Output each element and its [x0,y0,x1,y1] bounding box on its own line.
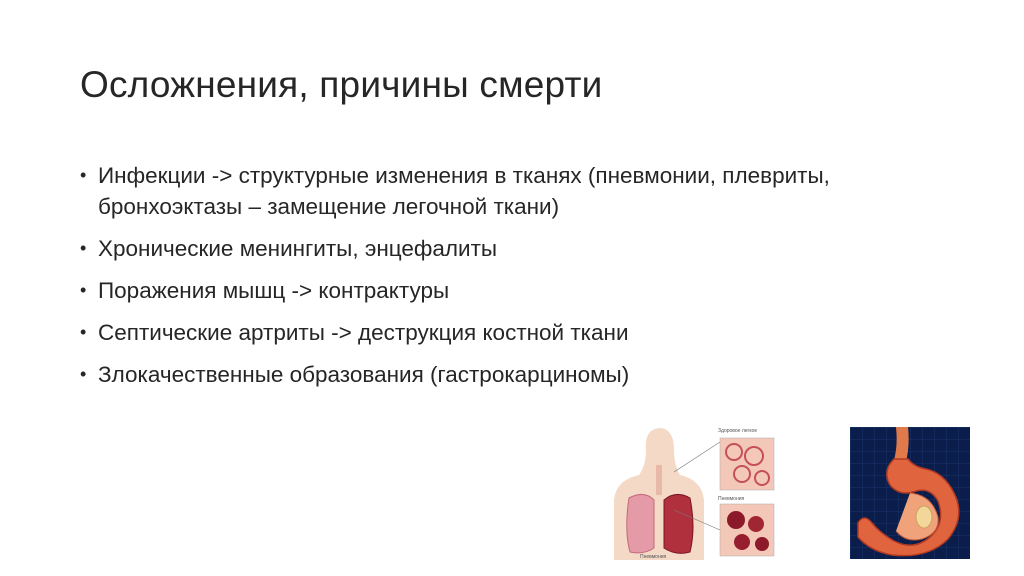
left-lung-shape [627,494,654,552]
pneumonia-panel-label: Пневмония [718,496,745,502]
bullet-dot-icon: • [80,322,87,342]
bullet-item [78,160,878,222]
right-lung-pneumonia-shape [664,494,693,553]
bullet-item [78,233,878,264]
bullet-list [78,160,878,401]
connector-line [674,442,720,472]
bullet-dot-icon: • [80,280,87,300]
stomach-illustration [850,427,970,559]
lungs-pneumonia-illustration [594,420,790,560]
infected-alveolus-shape [727,511,745,529]
healthy-lung-label: Здоровое легкое [718,428,758,434]
lungs-illustration-svg [594,420,790,560]
esophagus-shape [900,427,903,461]
bullet-dot-icon: • [80,165,87,185]
bullet-dot-icon: • [80,238,87,258]
slide-title: Осложнения, причины смерти [80,64,603,105]
bullet-text: Поражения мышц -> контрактуры [98,278,450,303]
bullet-text: Хронические менингиты, энцефалиты [98,236,498,261]
infected-alveolus-shape [748,516,764,532]
pneumonia-caption: Пневмония [640,554,667,560]
bullet-item [78,275,878,306]
bullet-item [78,317,878,348]
bullet-dot-icon: • [80,364,87,384]
trachea-shape [656,465,662,495]
bullet-text: Инфекции -> структурные изменения в тканях (пневмонии, плевриты, бронхоэктазы – замещение легочной ткани) [98,163,830,219]
infected-alveolus-shape [734,534,750,550]
bullet-item [78,359,878,390]
infected-alveolus-shape [755,537,769,551]
tumor-shape [916,506,932,528]
bullet-text: Септические артриты -> деструкция костной ткани [98,320,629,345]
stomach-illustration-svg [850,427,970,559]
bullet-text: Злокачественные образования (гастрокарциномы) [98,362,630,387]
